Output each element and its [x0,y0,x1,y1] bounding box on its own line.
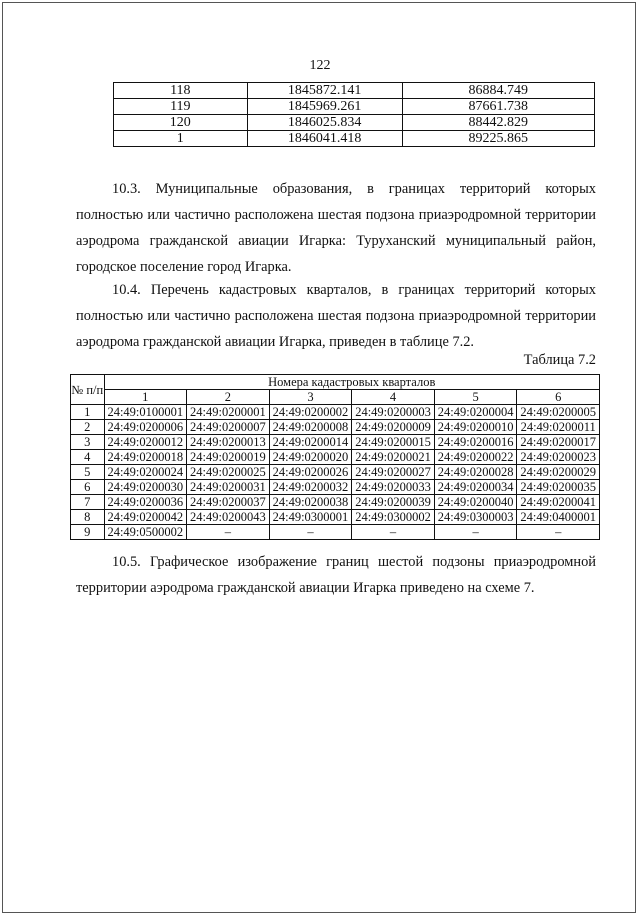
cadastral-number: 24:49:0200042 [104,510,187,525]
point-number: 119 [114,99,248,115]
table-row [71,525,600,540]
cadastral-number: – [517,525,600,540]
cadastral-number: 24:49:0200013 [187,435,270,450]
table-row [71,435,600,450]
column-header: 5 [434,390,517,405]
cadastral-number: – [269,525,352,540]
table-row [71,480,600,495]
coordinate-x: 1846025.834 [247,115,402,131]
table-row [114,99,595,115]
cadastral-number: 24:49:0200024 [104,465,187,480]
table-header-row [71,375,600,390]
row-number: 4 [71,450,105,465]
cadastral-number: 24:49:0200001 [187,405,270,420]
row-number: 5 [71,465,105,480]
cadastral-number: – [187,525,270,540]
cadastral-number: 24:49:0200035 [517,480,600,495]
column-header: 4 [352,390,435,405]
coordinate-y: 87661.738 [402,99,594,115]
cadastral-number: 24:49:0200016 [434,435,517,450]
row-number: 9 [71,525,105,540]
coordinate-x: 1846041.418 [247,131,402,147]
page-number: 122 [309,58,331,73]
cadastral-number: 24:49:0300003 [434,510,517,525]
cadastral-number: 24:49:0200023 [517,450,600,465]
cadastral-number: 24:49:0200017 [517,435,600,450]
cadastral-number: 24:49:0200027 [352,465,435,480]
header-cadastral-numbers: Номера кадастровых кварталов [104,375,599,390]
coordinate-y: 89225.865 [402,131,594,147]
cadastral-number: 24:49:0200028 [434,465,517,480]
cadastral-number: 24:49:0200005 [517,405,600,420]
cadastral-number: 24:49:0200006 [104,420,187,435]
cadastral-number: 24:49:0200043 [187,510,270,525]
cadastral-number: 24:49:0200015 [352,435,435,450]
point-number: 118 [114,83,248,99]
table-row [114,115,595,131]
cadastral-number: 24:49:0200021 [352,450,435,465]
cadastral-number: 24:49:0200018 [104,450,187,465]
row-number: 8 [71,510,105,525]
cadastral-number: 24:49:0200040 [434,495,517,510]
paragraph-10-4: 10.4. Перечень кадастровых кварталов, в границах территорий которых полностью или частично расположена шестая подзона приаэродромной территории аэродрома гражданской авиации Игарка, приведен в таблице 7.2. [76,282,596,350]
table-row [71,450,600,465]
table-row [71,510,600,525]
table-caption: Таблица 7.2 [523,352,596,368]
cadastral-number: 24:49:0200003 [352,405,435,420]
column-header: 6 [517,390,600,405]
cadastral-number: – [434,525,517,540]
cadastral-number: 24:49:0100001 [104,405,187,420]
table-row [71,405,600,420]
coordinate-y: 86884.749 [402,83,594,99]
paragraph-10-5: 10.5. Графическое изображение границ шестой подзоны приаэродромной территории аэродрома гражданской авиации Игарка приведено на схеме 7. [76,554,596,596]
column-header: 3 [269,390,352,405]
cadastral-number: 24:49:0200039 [352,495,435,510]
column-header: 1 [104,390,187,405]
table-row [71,465,600,480]
cadastral-table-body [71,405,600,540]
cadastral-number: 24:49:0200041 [517,495,600,510]
cadastral-number: 24:49:0200036 [104,495,187,510]
cadastral-number: 24:49:0200026 [269,465,352,480]
cadastral-number: 24:49:0200011 [517,420,600,435]
row-number: 7 [71,495,105,510]
table-row [71,495,600,510]
paragraph-10-3: 10.3. Муниципальные образования, в границах территорий которых полностью или частично расположена шестая подзона приаэродромной территории аэродрома гражданской авиации Игарка: Туруханский муниципальный район, городское поселение город Игарка. [76,181,596,275]
cadastral-number: 24:49:0300001 [269,510,352,525]
cadastral-number: 24:49:0300002 [352,510,435,525]
cadastral-number: 24:49:0200014 [269,435,352,450]
point-number: 120 [114,115,248,131]
cadastral-number: 24:49:0200020 [269,450,352,465]
cadastral-number: 24:49:0200009 [352,420,435,435]
table-row [71,420,600,435]
row-number: 1 [71,405,105,420]
cadastral-number: 24:49:0200025 [187,465,270,480]
cadastral-number: 24:49:0200031 [187,480,270,495]
cadastral-number: 24:49:0200004 [434,405,517,420]
cadastral-number: 24:49:0200010 [434,420,517,435]
coordinate-x: 1845969.261 [247,99,402,115]
coordinate-x: 1845872.141 [247,83,402,99]
cadastral-number: 24:49:0200033 [352,480,435,495]
cadastral-number: – [352,525,435,540]
cadastral-number: 24:49:0400001 [517,510,600,525]
cadastral-number: 24:49:0200029 [517,465,600,480]
table-header-row [71,390,600,405]
cadastral-number: 24:49:0200002 [269,405,352,420]
cadastral-number: 24:49:0200038 [269,495,352,510]
row-number: 6 [71,480,105,495]
cadastral-number: 24:49:0200032 [269,480,352,495]
cadastral-number: 24:49:0200007 [187,420,270,435]
cadastral-quarters-table [70,374,600,540]
cadastral-number: 24:49:0200030 [104,480,187,495]
cadastral-number: 24:49:0200034 [434,480,517,495]
row-number: 3 [71,435,105,450]
header-row-number: № п/п [71,375,105,405]
cadastral-number: 24:49:0500002 [104,525,187,540]
cadastral-number: 24:49:0200012 [104,435,187,450]
cadastral-number: 24:49:0200008 [269,420,352,435]
row-number: 2 [71,420,105,435]
cadastral-number: 24:49:0200022 [434,450,517,465]
column-header: 2 [187,390,270,405]
point-number: 1 [114,131,248,147]
cadastral-number: 24:49:0200037 [187,495,270,510]
table-row [114,83,595,99]
coordinate-y: 88442.829 [402,115,594,131]
table-row [114,131,595,147]
cadastral-number: 24:49:0200019 [187,450,270,465]
coordinates-table [113,82,595,147]
